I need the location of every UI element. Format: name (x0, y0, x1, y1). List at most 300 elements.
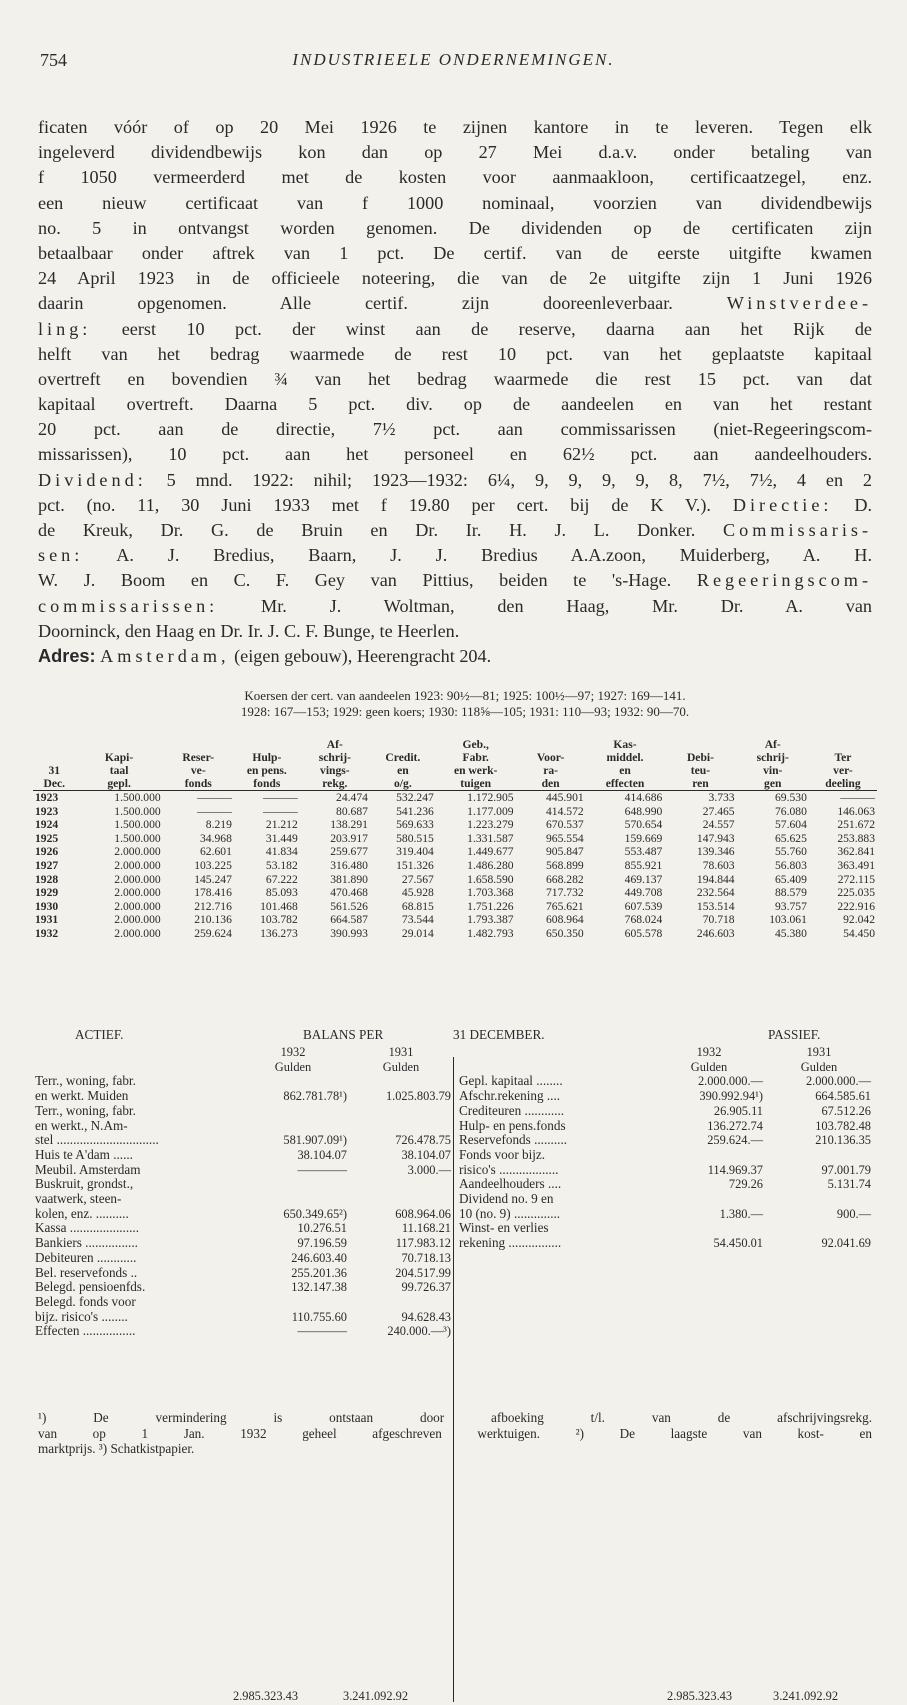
column-header: Geb., (462, 738, 489, 751)
column-header: Voor- (536, 751, 565, 764)
table-cell: 225.035 (837, 886, 875, 900)
column-header: gepl. (76, 777, 163, 791)
address-line (38, 644, 872, 669)
amount-1932 (237, 1295, 349, 1310)
table-cell: ——— (263, 804, 298, 818)
column-header (33, 738, 76, 751)
page-header (40, 50, 867, 76)
amount-1931: 2.000.000.— (805, 1074, 871, 1089)
table-cell: 390.993 (330, 926, 368, 940)
amount-1931: 664.585.61 (815, 1089, 871, 1104)
table-cell: 768.024 (624, 913, 663, 927)
table-cell: 668.282 (545, 872, 584, 886)
table-cell: 553.487 (624, 845, 663, 859)
table-cell: 570.654 (624, 818, 663, 832)
amount-1931 (349, 1119, 453, 1134)
year-cell: 1924 (35, 818, 59, 832)
actief-heading: ACTIEF. (75, 1027, 124, 1042)
table-cell: 316.480 (330, 858, 368, 872)
table-cell: 1.486.280 (467, 858, 514, 872)
item-label: Belegd. fonds voor (35, 1294, 136, 1309)
column-header (76, 738, 163, 751)
actief-row (33, 1221, 453, 1236)
amount-1932: 2.000.000.— (697, 1074, 763, 1089)
table-cell: 159.669 (624, 831, 663, 845)
section-label-regeeringscommissarissen-cont: commissarissen: (38, 595, 219, 616)
table-cell: 103.225 (194, 858, 232, 872)
table-cell: 765.621 (545, 899, 584, 913)
item-label: Effecten ................ (35, 1324, 136, 1339)
table-cell: 55.760 (775, 845, 807, 859)
text-fragment: W. J. Boom en C. F. Gey van Pittius, beiden te 's-Hage. (38, 570, 672, 591)
year-cell: 1932 (35, 926, 59, 940)
table-cell: 414.572 (545, 804, 584, 818)
amount-1931: 608.964.06 (395, 1206, 451, 1221)
table-cell: 965.554 (545, 831, 584, 845)
table-cell: ——— (197, 804, 232, 818)
total-actief-1931: 3.241.092.92 (343, 1689, 409, 1703)
table-cell: 1.703.368 (467, 886, 514, 900)
text-line: een nieuw certificaat van f 1000 nominaal, voorzien van dividendbewijs (38, 192, 872, 213)
table-cell: 45.380 (775, 926, 807, 940)
actief-row (33, 1148, 453, 1163)
amount-1932: ———— (297, 1324, 347, 1339)
amount-1932 (653, 1221, 765, 1236)
currency-label: Gulden (274, 1059, 312, 1074)
table-cell: 1.658.590 (467, 872, 514, 886)
table-cell: 319.404 (396, 845, 434, 859)
table-cell: 251.672 (837, 818, 875, 832)
amount-1931: 94.628.43 (401, 1309, 451, 1324)
item-label: risico's .................. (459, 1162, 559, 1177)
item-label: Aandeelhouders .... (459, 1177, 562, 1192)
text-fragment: daarin opgenomen. Alle certif. zijn dooreenleverbaar. (38, 293, 673, 314)
table-cell: 3.733 (708, 791, 735, 804)
actief-row (33, 1119, 453, 1134)
table-cell: ——— (263, 791, 298, 804)
column-header: teu- (690, 764, 711, 777)
text-line: overtreft en bovendien ¾ van het bedrag waarmede die rest 15 pct. van dat (38, 368, 872, 389)
table-cell: 1.500.000 (114, 791, 161, 804)
amount-1931 (349, 1192, 453, 1207)
table-cell: 178.416 (194, 886, 232, 900)
table-cell: 605.578 (624, 926, 663, 940)
balance-title-date: 31 DECEMBER. (453, 1027, 545, 1042)
actief-row (33, 1236, 453, 1251)
item-label: bijz. risico's ........ (35, 1309, 128, 1324)
table-cell: 92.042 (843, 913, 875, 927)
column-header (370, 738, 436, 751)
passief-row (457, 1163, 873, 1178)
section-label-commissarissen-cont: sen: (38, 545, 84, 566)
table-row (33, 886, 877, 900)
table-cell: 2.000.000 (114, 913, 161, 927)
column-header: middel. (606, 751, 644, 764)
table-cell: 70.718 (702, 913, 735, 927)
amount-1932: 862.781.78¹) (283, 1089, 347, 1104)
amount-1931: 240.000.—³) (387, 1324, 451, 1339)
table-cell: 151.326 (396, 858, 434, 872)
table-cell: 580.515 (396, 831, 434, 845)
table-cell: 717.732 (545, 886, 584, 900)
table-row (33, 873, 877, 887)
column-header: ra- (543, 764, 558, 777)
column-header: tuigen (436, 777, 516, 791)
table-cell: 222.916 (837, 899, 875, 913)
amount-1932: 1.380.— (719, 1206, 763, 1221)
address-detail: (eigen gebouw), Heerengracht 204. (234, 645, 492, 666)
actief-row (33, 1163, 453, 1178)
actief-row (33, 1295, 453, 1310)
currency-header-row (457, 1060, 873, 1075)
table-cell: 57.604 (775, 818, 807, 832)
section-label-directie: Directie: (732, 494, 833, 515)
table-cell: 2.000.000 (114, 872, 161, 886)
actief-row (33, 1266, 453, 1281)
column-header: deeling (809, 777, 877, 791)
table-cell: 27.465 (702, 804, 735, 818)
column-header: schrij- (756, 751, 789, 764)
table-cell: 45.928 (401, 886, 434, 900)
share-prices-line: Koersen der cert. van aandeelen 1923: 90½—81; 1925: 100½—97; 1927: 169—141. (244, 688, 686, 703)
amount-1932: 136.272.74 (707, 1118, 763, 1133)
table-cell: 27.567 (401, 872, 434, 886)
table-cell: 139.346 (696, 845, 735, 859)
text-fragment: 5 mnd. 1922: nihil; 1923—1932: 6¼, 9, 9, 9, 9, 8, 7½, 7½, 4 en 2 (166, 469, 872, 490)
column-header (234, 738, 300, 751)
table-cell: ——— (197, 791, 232, 804)
column-header: taal (109, 764, 129, 777)
column-header: Fabr. (462, 751, 489, 764)
table-cell: 1.793.387 (467, 913, 514, 927)
text-line (38, 568, 872, 593)
table-cell: 56.803 (775, 858, 807, 872)
table-cell: 449.708 (624, 886, 663, 900)
table-row (33, 845, 877, 859)
text-line: 24 April 1923 in de officieele noteering, die van de 2e uitgifte zijn 1 Juni 1926 (38, 268, 872, 289)
text-line (38, 493, 872, 518)
amount-1932: 54.450.01 (713, 1236, 763, 1251)
balance-totals (33, 1689, 873, 1705)
item-label: Huis te A'dam ...... (35, 1147, 133, 1162)
amount-1931: 5.131.74 (827, 1177, 871, 1192)
table-cell: 541.236 (396, 804, 434, 818)
year-cell: 1927 (35, 858, 59, 872)
total-passief-1932: 2.985.323.43 (667, 1689, 733, 1703)
table-row (33, 832, 877, 846)
column-header: Hulp- (252, 751, 282, 764)
column-header: Kapi- (104, 751, 134, 764)
table-cell: 212.716 (194, 899, 232, 913)
amount-1931: 1.025.803.79 (385, 1089, 451, 1104)
table-cell: 24.474 (336, 791, 368, 804)
item-label: Bankiers ................ (35, 1236, 138, 1251)
passief-row (457, 1104, 873, 1119)
text-fragment: pct. (no. 11, 30 Juni 1933 met f 19.80 per cert. bij de K V.). (38, 494, 711, 515)
balance-title: BALANS PER (303, 1027, 384, 1042)
table-cell: 78.603 (702, 858, 735, 872)
item-label: Winst- en verlies (459, 1221, 549, 1236)
column-header: Debi- (686, 751, 714, 764)
text-line: helft van het bedrag waarmede de rest 10 pct. van het geplaatste kapitaal (38, 343, 872, 364)
amount-1932: 114.969.37 (707, 1162, 763, 1177)
actief-row (33, 1177, 453, 1192)
amount-1931 (349, 1295, 453, 1310)
table-cell: 259.677 (330, 845, 368, 859)
amount-1932: 255.201.36 (291, 1265, 347, 1280)
amount-1932 (653, 1148, 765, 1163)
table-cell: 650.350 (545, 926, 584, 940)
text-line: missarissen), 10 pct. aan het personeel en 62½ pct. aan aandeelhouders. (38, 444, 872, 465)
table-cell: 147.943 (696, 831, 735, 845)
table-row (33, 927, 877, 941)
year-label: 1931 (388, 1045, 414, 1059)
amount-1931: 204.517.99 (395, 1265, 451, 1280)
amount-1932: 38.104.07 (297, 1147, 347, 1162)
text-line (38, 594, 872, 619)
column-header: ver- (833, 764, 853, 777)
total-passief-1931: 3.241.092.92 (773, 1689, 839, 1703)
item-label: Terr., woning, fabr. (35, 1103, 136, 1118)
page-number: 754 (40, 50, 67, 70)
amount-1932 (237, 1177, 349, 1192)
table-cell: 136.273 (260, 926, 298, 940)
table-cell: 608.964 (545, 913, 584, 927)
item-label: en werkt., N.Am- (35, 1118, 128, 1133)
text-line (38, 543, 872, 568)
amount-1932: ———— (297, 1162, 347, 1177)
passief-row (457, 1089, 873, 1104)
item-label: Hulp- en pens.fonds (459, 1118, 566, 1133)
year-label: 1932 (280, 1045, 306, 1059)
table-row (33, 900, 877, 914)
year-cell: 1929 (35, 886, 59, 900)
passief-row (457, 1133, 873, 1148)
table-cell: 65.409 (775, 872, 807, 886)
table-cell: 362.841 (837, 845, 875, 859)
table-cell: 1.500.000 (114, 831, 161, 845)
column-header (664, 738, 736, 751)
section-label-winstverdeeling: Winstverdee- (726, 293, 872, 314)
text-line: Doorninck, den Haag en Dr. Ir. J. C. F. Bunge, te Heerlen. (38, 620, 460, 641)
table-cell: 101.468 (260, 899, 298, 913)
table-cell: 93.757 (775, 899, 807, 913)
passief-row (457, 1221, 873, 1236)
passief-row (457, 1074, 873, 1089)
item-label: Terr., woning, fabr. (35, 1074, 136, 1089)
text-fragment: A. J. Bredius, Baarn, J. J. Bredius A.A.zoon, Muiderberg, A. H. (116, 545, 872, 566)
amount-1931: 97.001.79 (821, 1162, 871, 1177)
column-header: ren (664, 777, 736, 791)
column-header: Af- (326, 738, 343, 751)
text-fragment: D. (854, 494, 872, 515)
table-cell: 41.834 (265, 845, 298, 859)
column-header: vings- (320, 764, 350, 777)
running-title: INDUSTRIEELE ONDERNEMINGEN. (292, 50, 615, 69)
passief-row (457, 1192, 873, 1207)
table-cell: 2.000.000 (114, 899, 161, 913)
column-header: schrij- (318, 751, 351, 764)
table-cell: 85.093 (265, 886, 298, 900)
table-cell: 34.968 (200, 831, 232, 845)
text-fragment: eerst 10 pct. der winst aan de reserve, daarna aan het Rijk de (121, 318, 872, 339)
table-row (33, 913, 877, 927)
actief-column (33, 1045, 453, 1339)
table-cell: 88.579 (775, 886, 807, 900)
passief-row (457, 1236, 873, 1251)
table-cell: 414.686 (624, 791, 663, 804)
column-header (809, 738, 877, 751)
text-fragment: de Kreuk, Dr. G. de Bruin en Dr. Ir. H. J. L. Donker. (38, 520, 696, 540)
amount-1931: 726.478.75 (395, 1133, 451, 1148)
amount-1931 (765, 1192, 873, 1207)
table-cell: 145.247 (194, 872, 232, 886)
passief-heading: PASSIEF. (768, 1027, 821, 1042)
year-cell: 1925 (35, 831, 59, 845)
text-line: 20 pct. aan de directie, 7½ pct. aan commissarissen (niet-Regeeringscom- (38, 419, 872, 440)
item-label: Reservefonds .......... (459, 1133, 568, 1148)
column-header: ve- (190, 764, 206, 777)
table-cell: 246.603 (696, 926, 735, 940)
table-cell: 2.000.000 (114, 886, 161, 900)
table-cell: 76.080 (775, 804, 807, 818)
column-header: fonds (163, 777, 234, 791)
share-prices (60, 688, 870, 720)
table-row (33, 791, 877, 805)
table-header-row (33, 738, 877, 751)
item-label: Buskruit, grondst., (35, 1177, 134, 1192)
column-header: Af- (764, 738, 781, 751)
column-header (516, 738, 586, 751)
amount-1932 (237, 1119, 349, 1134)
currency-label: Gulden (382, 1059, 420, 1074)
table-cell: 1.449.677 (467, 845, 514, 859)
table-cell: 363.491 (837, 858, 875, 872)
table-cell: 1.751.226 (467, 899, 514, 913)
column-header (33, 751, 76, 764)
table-cell: 1.500.000 (114, 804, 161, 818)
table-cell: 2.000.000 (114, 926, 161, 940)
column-header: Kas- (613, 738, 637, 751)
actief-table (33, 1045, 453, 1339)
column-header: en (397, 764, 409, 777)
column-header: 31 (48, 764, 61, 777)
text-line (38, 518, 872, 543)
footnotes (38, 1410, 872, 1457)
table-header-row (33, 751, 877, 764)
actief-row (33, 1133, 453, 1148)
amount-1932: 110.755.60 (291, 1309, 347, 1324)
table-cell: 8.219 (205, 818, 232, 832)
section-label-winstverdeeling-cont: ling: (38, 318, 92, 339)
passief-row (457, 1177, 873, 1192)
table-row (33, 818, 877, 832)
table-cell: 532.247 (396, 791, 434, 804)
column-header: Ter (834, 751, 852, 764)
item-label: Bel. reservefonds .. (35, 1265, 138, 1280)
actief-row (33, 1074, 453, 1089)
amount-1932: 650.349.65²) (283, 1206, 347, 1221)
column-header: vin- (763, 764, 783, 777)
item-label: 10 (no. 9) .............. (459, 1206, 561, 1221)
year-cell: 1928 (35, 872, 59, 886)
table-cell: 664.587 (330, 913, 368, 927)
table-cell: 381.890 (330, 872, 368, 886)
table-cell: 103.061 (769, 913, 807, 927)
currency-label: Gulden (800, 1059, 838, 1074)
column-header: fonds (234, 777, 300, 791)
actief-row (33, 1192, 453, 1207)
year-label: 1932 (696, 1045, 722, 1059)
item-label: Kassa ..................... (35, 1221, 140, 1236)
item-label: kolen, enz. .......... (35, 1206, 129, 1221)
address-city: Amsterdam, (100, 645, 230, 666)
amount-1931: 103.782.48 (815, 1118, 871, 1133)
year-cell: 1931 (35, 913, 59, 927)
item-label: Meubil. Amsterdam (35, 1162, 141, 1177)
text-fragment: Mr. J. Woltman, den Haag, Mr. Dr. A. van (261, 595, 872, 616)
table-cell: 232.564 (696, 886, 735, 900)
column-header (163, 738, 234, 751)
table-cell: 31.449 (265, 831, 298, 845)
passief-row (457, 1119, 873, 1134)
column-header: en pens. (246, 764, 287, 777)
text-line: ingeleverd dividendbewijs kon dan op 27 Mei d.a.v. onder betaling van (38, 142, 872, 163)
table-cell: 73.544 (401, 913, 434, 927)
item-label: Afschr.rekening .... (459, 1089, 561, 1104)
column-header: gen (737, 777, 809, 791)
amount-1931 (349, 1074, 453, 1089)
year-cell: 1930 (35, 899, 59, 913)
table-cell: 1.500.000 (114, 818, 161, 832)
amount-1931 (765, 1221, 873, 1236)
table-cell: 65.625 (775, 831, 807, 845)
table-body (33, 791, 877, 941)
section-label-regeeringscommissarissen: Regeeringscom- (696, 570, 872, 591)
passief-table (457, 1045, 873, 1251)
text-line (38, 317, 872, 342)
amount-1931: 900.— (836, 1206, 871, 1221)
item-label: rekening ................ (459, 1236, 562, 1251)
text-line (38, 468, 872, 493)
passief-row (457, 1148, 873, 1163)
table-cell: 210.136 (194, 913, 232, 927)
table-cell: 670.537 (545, 818, 584, 832)
amount-1932: 97.196.59 (297, 1236, 347, 1251)
amount-1932: 581.907.09¹) (283, 1133, 347, 1148)
actief-row (33, 1280, 453, 1295)
table-cell: 21.212 (265, 818, 298, 832)
table-cell: 253.883 (837, 831, 875, 845)
amount-1932: 26.905.11 (713, 1103, 763, 1118)
balance-title-row (33, 1027, 873, 1045)
currency-header-row (33, 1060, 453, 1075)
table-cell: 24.557 (702, 818, 735, 832)
amount-1931: 11.168.21 (401, 1221, 451, 1236)
table-cell: 54.450 (843, 926, 875, 940)
amount-1932 (237, 1192, 349, 1207)
table-cell: 272.115 (837, 872, 875, 886)
table-cell: 648.990 (624, 804, 663, 818)
item-label: stel ............................... (35, 1133, 159, 1148)
amount-1931: 70.718.13 (401, 1250, 451, 1265)
column-header: rekg. (300, 777, 370, 791)
passief-column (457, 1045, 873, 1251)
total-actief-1932: 2.985.323.43 (233, 1689, 299, 1703)
year-cell: 1923 (35, 804, 59, 818)
table-cell: 607.539 (624, 899, 663, 913)
amount-1932: 390.992.94¹) (699, 1089, 763, 1104)
